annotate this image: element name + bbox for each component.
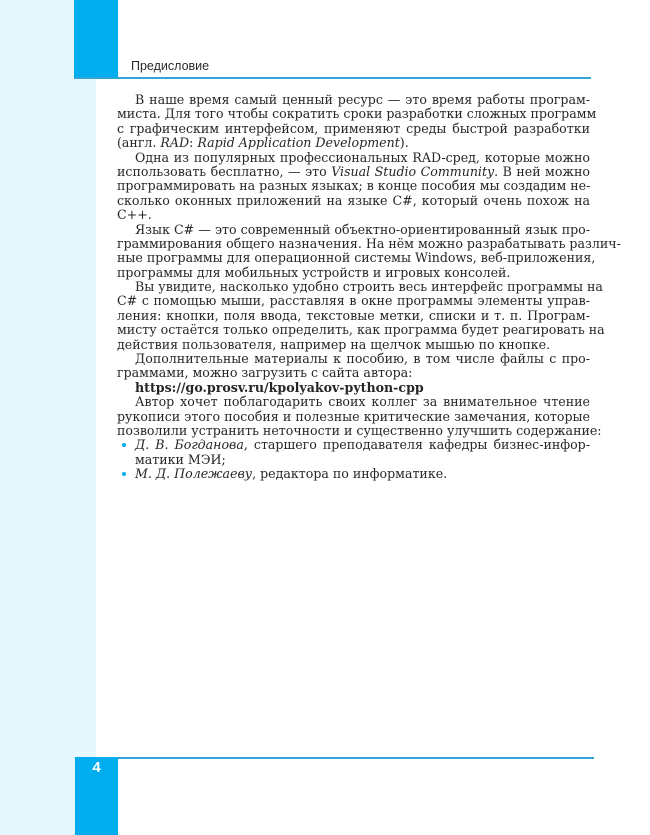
- person-name: М. Д. Полежаеву: [135, 466, 253, 482]
- text-segment: :: [189, 135, 198, 151]
- text-line: Вы увидите, насколько удобно строить весь интерфейс программы на: [135, 279, 603, 295]
- text-line: позволили устранить неточности и существенно улучшить содержание:: [117, 422, 602, 438]
- thanks-list-item: [117, 438, 590, 467]
- paragraph-visual-studio: [117, 151, 590, 223]
- paragraph-materials: [117, 352, 590, 381]
- text-line: действия пользователя, например на щелчок мышью по кнопке.: [117, 336, 551, 352]
- text-line: программы для мобильных устройств и игровых консолей.: [117, 264, 511, 280]
- page-body: [117, 92, 621, 482]
- paragraph-csharp: [117, 221, 621, 281]
- text-line: C++.: [117, 207, 152, 223]
- paragraph-acknowledgements: [117, 394, 602, 438]
- page-number: 4: [92, 759, 101, 776]
- paragraph-interface: [117, 279, 605, 352]
- text-line: ления: кнопки, поля ввода, текстовые метки, списки и т. п. Програм-: [117, 307, 590, 323]
- term-visual-studio: Visual Studio Community: [331, 163, 495, 179]
- side-strip-top: [0, 0, 74, 79]
- text-line: [117, 467, 590, 481]
- text-segment: , редактора по информатике.: [252, 466, 448, 482]
- header-rule: [74, 77, 591, 79]
- text-line: Автор хочет поблагодарить своих коллег за внимательное чтение: [135, 394, 590, 410]
- text-line: ные программы для операционной системы Windows, веб-приложения,: [117, 250, 596, 266]
- text-segment: ).: [399, 135, 409, 151]
- text-segment: (англ.: [117, 135, 161, 151]
- text-line: мисту остаётся только определить, как программа будет реагировать на: [117, 322, 605, 338]
- bullet-icon: [122, 443, 126, 447]
- text-line: [117, 136, 590, 150]
- text-line: матики МЭИ;: [135, 451, 226, 467]
- term-rad-expansion: Rapid Application Development: [197, 135, 400, 151]
- header-tab: [74, 0, 118, 79]
- text-segment: использовать бесплатно, — это: [117, 163, 332, 179]
- text-segment: , старшего преподавателя кафедры бизнес-инфор-: [243, 437, 590, 453]
- text-segment: . В ней можно: [494, 163, 590, 179]
- footer-rule: [75, 757, 594, 759]
- thanks-list: [117, 438, 590, 481]
- text-line: граммирования общего назначения. На нём можно разрабатывать различ-: [117, 235, 621, 251]
- text-line: миста. Для того чтобы сократить сроки разработки сложных программ: [117, 106, 597, 122]
- text-line: В наше время самый ценный ресурс — это время работы програм-: [135, 92, 590, 107]
- text-line: сколько оконных приложений на языке C#, который очень похож на: [117, 192, 590, 208]
- person-name: Д. В. Богданова: [135, 437, 244, 453]
- text-line: граммами, можно загрузить с сайта автора:: [117, 365, 413, 381]
- text-line: Одна из популярных профессиональных RAD-сред, которые можно: [135, 149, 590, 165]
- thanks-list-item: [117, 467, 590, 481]
- text-line: с графическим интерфейсом, применяют среды быстрой разработки: [117, 120, 590, 136]
- text-line: Дополнительные материалы к пособию, в том числе файлы с про-: [135, 351, 590, 367]
- author-site-link[interactable]: https://go.prosv.ru/kpolyakov-python-cpp: [135, 379, 424, 395]
- paragraph-intro: [117, 92, 597, 151]
- text-line: Язык C# — это современный объектно-ориентированный язык про-: [135, 221, 590, 237]
- text-line: [117, 165, 590, 179]
- term-rad: RAD: [160, 135, 190, 151]
- running-head: Предисловие: [131, 59, 210, 73]
- side-strip-bottom: [0, 757, 75, 835]
- bullet-icon: [122, 472, 126, 476]
- text-line: рукописи этого пособия и полезные критические замечания, которые: [117, 408, 590, 424]
- text-line: [117, 438, 590, 452]
- side-strip: [0, 79, 96, 757]
- text-line: программировать на разных языках; в конце пособия мы создадим не-: [117, 178, 591, 194]
- text-line: C# с помощью мыши, расставляя в окне программы элементы управ-: [117, 293, 590, 309]
